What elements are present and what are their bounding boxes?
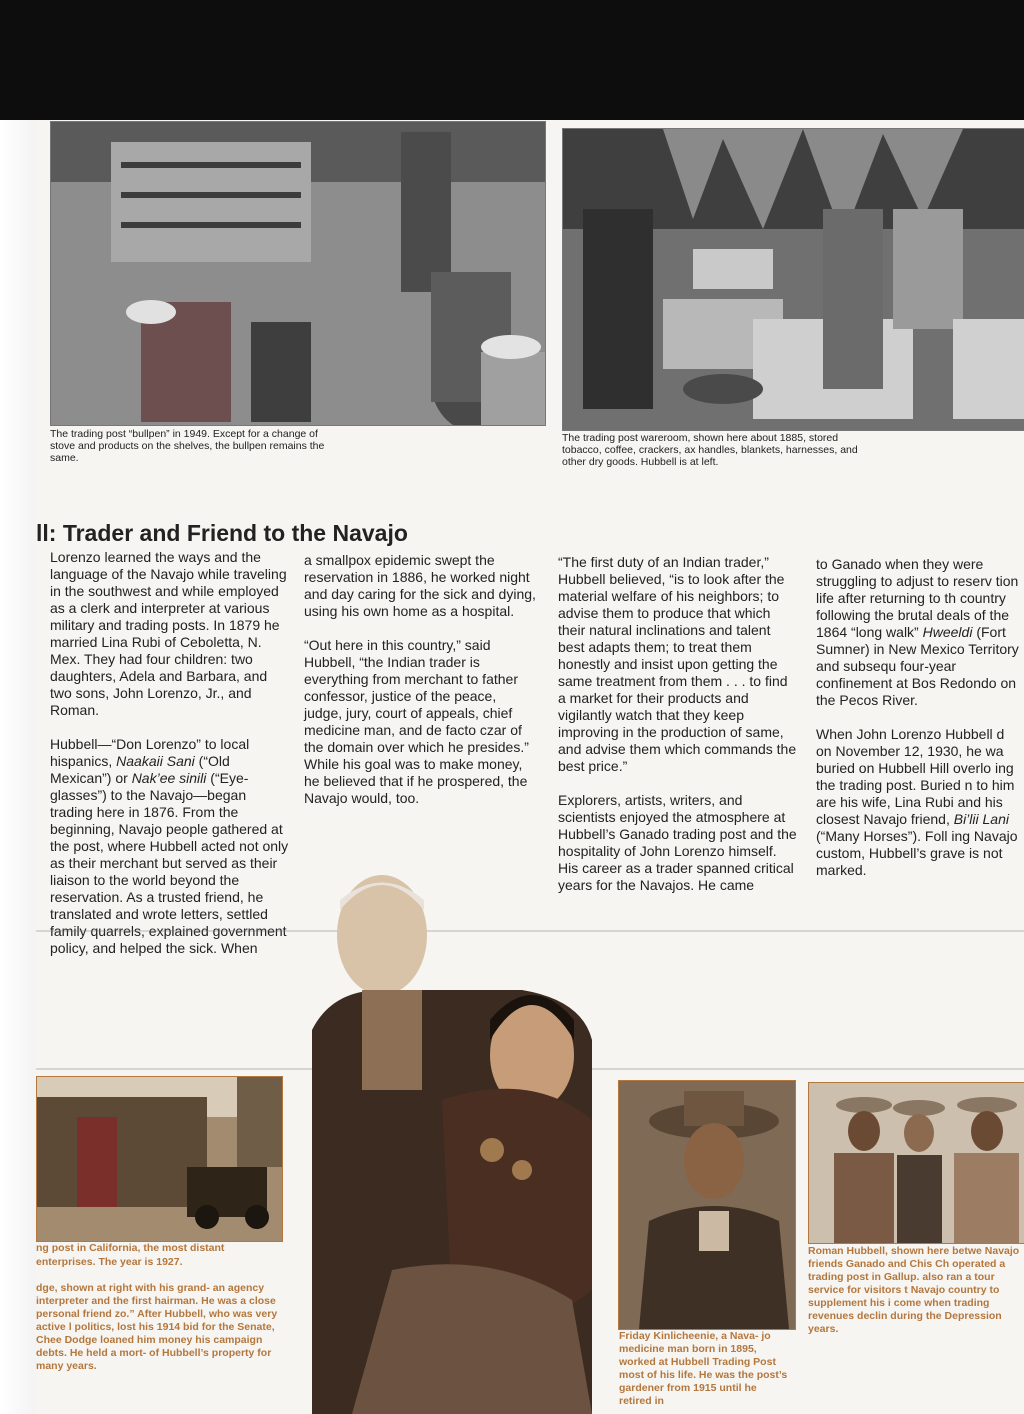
wareroom-photo bbox=[562, 128, 1024, 431]
roman-hubbell-caption: Roman Hubbell, shown here betwe Navajo friends Ganado and Chis Ch operated a trading post in Gallup. also ran a tour service for visitors t Navajo country to supplement his i come when trading revenues declin during the Depression years. bbox=[808, 1245, 1020, 1335]
hubbell-portrait-photo bbox=[292, 870, 612, 1414]
roman-hubbell-photo bbox=[808, 1082, 1024, 1244]
col4-paragraph-2: When John Lorenzo Hubbell d on November 12, 1930, he wa buried on Hubbell Hill overlo ing the trading post. Buried n to him are his wife, Lina Rubi and his closest Navajo friend, Bi’lii Lani (“Many Horses”). Foll ing Navajo custom, Hubbell’s grave is not marked. bbox=[816, 726, 1018, 878]
california-post-photo bbox=[36, 1076, 283, 1242]
wareroom-caption: The trading post wareroom, shown here about 1885, stored tobacco, coffee, crackers, ax handles, blankets, harnesses, and other dry goods. Hubbell is at left. bbox=[562, 432, 858, 468]
article-column-3 bbox=[558, 554, 798, 911]
friday-kinlicheenie-photo bbox=[618, 1080, 796, 1330]
article-title: ll: Trader and Friend to the Navajo bbox=[36, 520, 408, 546]
friday-kinlicheenie-caption: Friday Kinlicheenie, a Nava- jo medicine man born in 1895, worked at Hubbell Trading Post most of his life. He was the post’s gardener from 1915 until he retired in bbox=[619, 1330, 788, 1407]
article-column-2 bbox=[304, 552, 536, 824]
col1-paragraph-1: Lorenzo learned the ways and the language of the Navajo while traveling in the southwest and while employed as a clerk and interpreter at various military and trading posts. In 1879 he married Lina Rubi of Ceboletta, N. Mex. They had four children: two daughters, Adela and Barbara, and two sons, John Lorenzo, Jr., and Roman. bbox=[50, 549, 287, 718]
col3-paragraph-1: “The first duty of an Indian trader,” Hubbell believed, “is to look after the material welfare of his neighbors; to advise them to produce that which their natural inclinations and talent best adapts them; to treat them honestly and insist upon getting the same treatment from them . . . to find a market for their products and vigilantly watch that they keep improving in the production of same, and advise them which commands the best price.” bbox=[558, 554, 797, 774]
col4-paragraph-1: to Ganado when they were struggling to adjust to reserv tion life after returning to th country following the brutal deals of the 1864 “long walk” Hweeldi (Fort Sumner) in New Mexico Territory and subsequ four-year confinement at Bos Redondo on the Pecos River. bbox=[816, 556, 1019, 708]
bullpen-caption: The trading post “bullpen” in 1949. Except for a change of stove and products on the shelves, the bullpen remains the same. bbox=[50, 428, 325, 464]
california-post-caption-1: ng post in California, the most distant bbox=[36, 1242, 225, 1254]
col3-paragraph-2: Explorers, artists, writers, and scientists enjoyed the atmosphere at Hubbell’s Ganado trading post and the hospitality of John Lorenzo himself. His career as a trader spanned critical years for the Navajos. He came bbox=[558, 792, 797, 893]
page-fold-edge bbox=[0, 120, 36, 1414]
california-post-caption-2: enterprises. The year is 1927. bbox=[36, 1256, 183, 1268]
article-column-1 bbox=[50, 549, 290, 974]
col2-paragraph-2: “Out here in this country,” said Hubbell, “the Indian trader is everything from merchant to father confessor, justice of the peace, judge, jury, court of appeals, chief medicine man, and de facto czar of the domain over which he presides.” While his goal was to make money, he believed that if he prospered, the Navajo would, too. bbox=[304, 637, 529, 806]
col2-paragraph-1: a smallpox epidemic swept the reservation in 1886, he worked night and day caring for the sick and dying, using his own home as a hospital. bbox=[304, 552, 536, 619]
scan-dark-band bbox=[0, 0, 1024, 120]
bullpen-photo bbox=[50, 121, 546, 426]
col1-paragraph-2: Hubbell—“Don Lorenzo” to local hispanics, Naakaii Sani (“Old Mexican”) or Nak’ee sinili (“Eye-glasses”) to the Navajo—began trading here in 1876. From the beginning, Navajo people gathered at the post, where Hubbell acted not only as their merchant but served as their liaison to the world beyond the reservation. As a trusted friend, he translated and wrote letters, settled family quarrels, explained government policy, and helped the sick. When bbox=[50, 736, 289, 956]
dodge-caption: dge, shown at right with his grand- an agency interpreter and the first hairman. He was a close personal friend zo.” After Hubbell, who was very active l politics, lost his 1914 bid for the Senate, Chee Dodge loaned him money his campaign debts. He held a mort- of Hubbell’s property for many years. bbox=[36, 1282, 278, 1372]
article-column-4 bbox=[816, 556, 1021, 896]
